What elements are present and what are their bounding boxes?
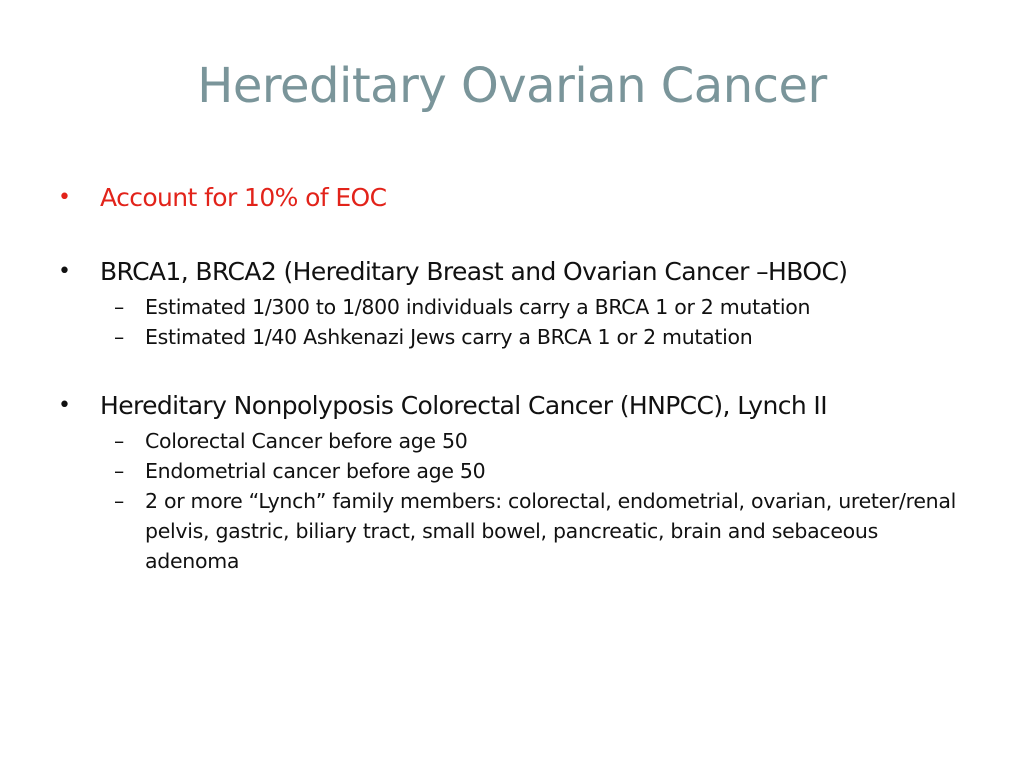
sub-bullet-text: 2 or more “Lynch” family members: colorectal, endometrial, ovarian, ureter/renal pelvis, gastric, biliary tract, small bowel, pancreatic, brain and sebaceous adenoma	[145, 489, 957, 573]
sub-bullet-item	[114, 486, 978, 576]
slide-title: Hereditary Ovarian Cancer	[197, 58, 827, 114]
sub-bullet-marker: –	[114, 325, 124, 349]
sub-bullet-marker: –	[114, 489, 124, 513]
bullet-text: Account for 10% of EOC	[100, 183, 387, 212]
sub-bullet-item	[114, 322, 978, 352]
sub-bullet-text: Estimated 1/300 to 1/800 individuals carry a BRCA 1 or 2 mutation	[145, 295, 811, 319]
bullet-text: BRCA1, BRCA2 (Hereditary Breast and Ovarian Cancer –HBOC)	[100, 257, 848, 286]
sub-bullet-marker: –	[114, 459, 124, 483]
bullet-text: Hereditary Nonpolyposis Colorectal Cancer (HNPCC), Lynch II	[100, 391, 827, 420]
sub-bullet-item	[114, 456, 978, 486]
sub-bullet-text: Colorectal Cancer before age 50	[145, 429, 468, 453]
sub-bullet-text: Estimated 1/40 Ashkenazi Jews carry a BRCA 1 or 2 mutation	[145, 325, 753, 349]
sub-bullet-marker: –	[114, 429, 124, 453]
sub-bullet-marker: –	[114, 295, 124, 319]
bullet-marker: •	[58, 185, 71, 210]
bullet-list	[58, 178, 978, 576]
bullet-item	[58, 252, 978, 292]
sub-bullet-item	[114, 426, 978, 456]
sub-bullet-text: Endometrial cancer before age 50	[145, 459, 486, 483]
bullet-marker: •	[58, 393, 71, 418]
bullet-item	[58, 178, 978, 218]
bullet-marker: •	[58, 259, 71, 284]
sub-bullet-item	[114, 292, 978, 322]
bullet-item	[58, 386, 978, 426]
